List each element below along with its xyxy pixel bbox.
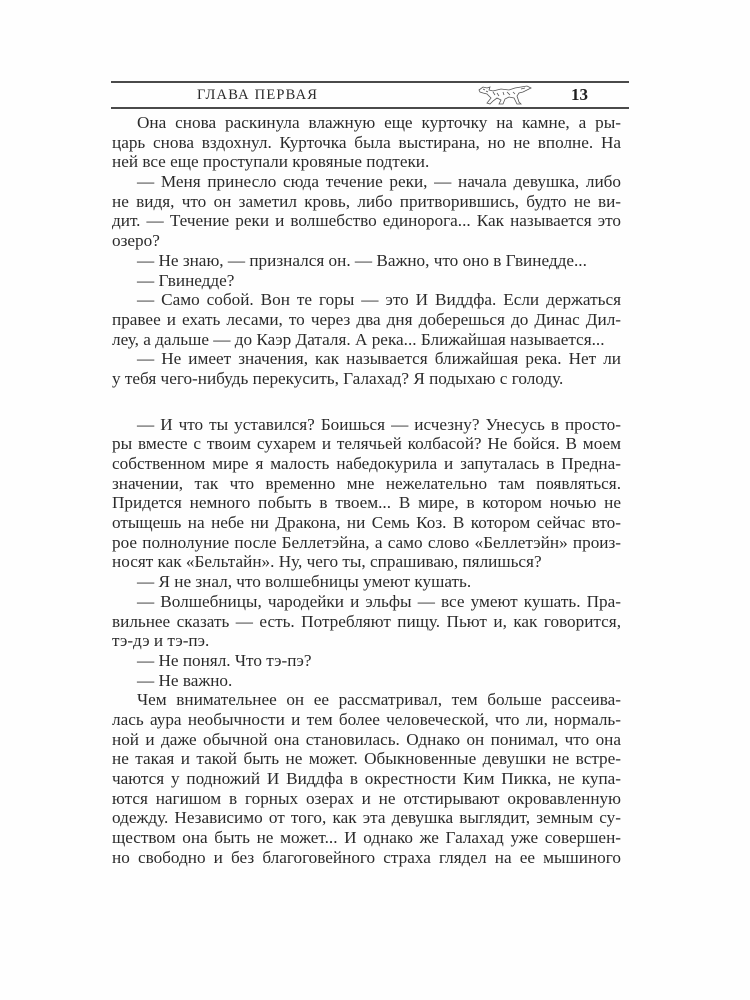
wolf-ornament-icon: [477, 84, 533, 106]
text-line: Чем внимательнее он ее рассматривал, тем больше рассеива-: [137, 690, 621, 710]
text-line: — Меня принесло сюда течение реки, — начала девушка, либо: [137, 172, 621, 192]
text-line: — Само собой. Вон те горы — это И Виддфа. Если держаться: [137, 290, 621, 310]
text-section-2: [112, 415, 621, 868]
text-line: не видя, что он заметил кровь, либо притворившись, будто не ви-: [112, 191, 621, 211]
header-top-rule: [111, 81, 629, 83]
text-line: у тебя чего-нибудь перекусить, Галахад? Я подыхаю с голоду.: [112, 368, 564, 388]
text-line: тэ-дэ и тэ-пэ.: [112, 631, 210, 651]
text-line: ются нагишом в горных озерах и не отстирывают окровавленную: [112, 788, 621, 808]
text-line: носят как «Бельтайн». Ну, чего ты, спрашиваю, пялишься?: [112, 552, 542, 572]
text-line: Придется немного побыть в твоем... В мире, в котором ночью не: [112, 493, 621, 513]
text-line: — Волшебницы, чародейки и эльфы — все умеют кушать. Пра-: [137, 591, 621, 611]
body-text: [112, 113, 621, 867]
running-title: ГЛАВА ПЕРВАЯ: [197, 87, 319, 103]
header-bottom-rule: [111, 107, 629, 109]
text-line: Она снова раскинула влажную еще курточку на камне, а ры-: [137, 113, 621, 132]
text-line: леу, а дальше — до Каэр Даталя. А река... Ближайшая называется...: [112, 329, 605, 349]
text-line: одежду. Независимо от того, как эта девушка выглядит, земным су-: [112, 808, 621, 828]
text-line: — Не понял. Что тэ-пэ?: [137, 650, 312, 670]
text-line: царь снова вздохнул. Курточка была выстирана, но не вполне. На: [112, 132, 621, 152]
page-number: 13: [571, 85, 588, 104]
text-line: значении, так что временно мне нежелательно там появляться.: [112, 473, 621, 493]
section-gap: [112, 389, 621, 415]
text-line: правее и ехать лесами, то через два дня доберешься до Динас Дил-: [112, 309, 621, 329]
text-line: лась аура необычности и тем более человеческой, что ли, нормаль-: [112, 709, 621, 729]
text-line: — Гвинедде?: [137, 270, 235, 290]
text-line: ней все еще проступали кровяные подтеки.: [112, 152, 430, 172]
text-line: не такая и такой быть не может. Обыкновенные девушки не встре-: [112, 749, 621, 769]
running-header: [111, 81, 629, 109]
text-line: чаются у подножий И Виддфа в окрестности Ким Пикка, не купа-: [112, 769, 621, 788]
text-line: — Не имеет значения, как называется ближайшая река. Нет ли: [137, 349, 621, 369]
text-line: но свободно и без благоговейного страха глядел на ее мышиного: [112, 847, 621, 867]
text-line: — Не знаю, — признался он. — Важно, что оно в Гвинедде...: [137, 250, 587, 270]
text-line: дит. — Течение реки и волшебство единорога... Как называется это: [112, 211, 621, 231]
text-line: ной и даже обычной она становилась. Однако он понимал, что она: [112, 729, 621, 749]
text-line: — Я не знал, что волшебницы умеют кушать.: [137, 572, 472, 592]
text-line: собственном мире я малость набедокурила и запуталась в Предна-: [112, 454, 621, 473]
text-section-1: [112, 113, 621, 389]
text-line: вильнее сказать — есть. Потребляют пищу. Пьют и, как говорится,: [112, 611, 621, 631]
text-line: ществом она быть не может... И однако же Галахад уже совершен-: [112, 828, 621, 848]
text-line: ры вместе с твоим сухарем и телячьей колбасой? Не бойся. В моем: [112, 434, 621, 454]
text-line: — И что ты уставился? Боишься — исчезну? Унесусь в просто-: [137, 414, 621, 434]
text-line: — Не важно.: [137, 670, 233, 690]
text-line: отыщешь на небе ни Дракона, ни Семь Коз. В котором сейчас вто-: [112, 513, 621, 533]
text-line: озеро?: [112, 231, 160, 251]
text-line: рое полнолуние после Беллетэйна, а само слово «Беллетэйн» произ-: [112, 532, 621, 552]
